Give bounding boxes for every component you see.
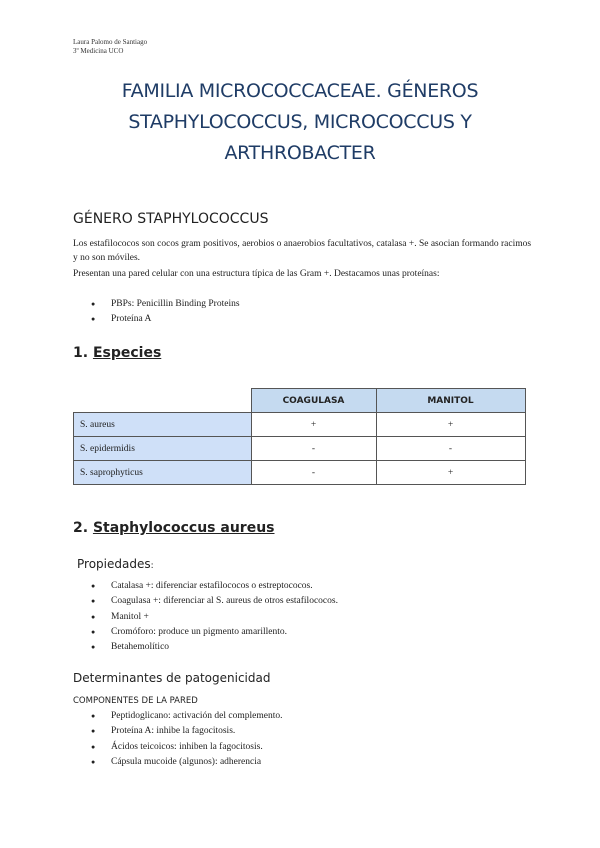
genero-paragraph-1: Los estafilococos son cocos gram positivos, aerobios o anaerobios facultativos, catalasa +. Se asocian formando racimos y no son móviles.: [73, 239, 532, 263]
manitol-value: +: [376, 461, 525, 485]
list-item: ● Ácidos teicoicos: inhiben la fagocitosis.: [73, 740, 282, 755]
table-header-row: [74, 389, 526, 413]
propiedades-label: Propiedades: [77, 557, 151, 571]
list-item: ● Peptidoglicano: activación del complemento.: [73, 709, 282, 724]
column-header-coagulasa: COAGULASA: [251, 389, 376, 413]
coagulasa-value: +: [251, 413, 376, 437]
list-item: ● Catalasa +: diferenciar estafilococos o estreptococos.: [73, 579, 338, 594]
section-aureus-heading: [73, 520, 275, 536]
row-label: S. saprophyticus: [74, 461, 252, 485]
list-item: ● Coagulasa +: diferenciar al S. aureus de otros estafilococos.: [73, 594, 338, 609]
determinantes-heading: Determinantes de patogenicidad: [73, 671, 271, 685]
list-item: ● Proteína A: [73, 312, 240, 327]
section-especies-heading: [73, 345, 161, 361]
page-header: [73, 38, 147, 56]
especies-table: [73, 388, 526, 485]
list-item: ● Cápsula mucoide (algunos): adherencia: [73, 755, 282, 770]
table-row: [74, 437, 526, 461]
row-label: S. aureus: [74, 413, 252, 437]
genero-heading: GÉNERO STAPHYLOCOCCUS: [73, 211, 269, 227]
section-number: 2.: [73, 520, 89, 536]
row-label: S. epidermidis: [74, 437, 252, 461]
genero-paragraph-2: Presentan una pared celular con una estructura típica de las Gram +. Destacamos unas proteínas:: [73, 269, 440, 279]
manitol-value: -: [376, 437, 525, 461]
propiedades-colon: :: [150, 561, 154, 571]
manitol-value: +: [376, 413, 525, 437]
propiedades-list: [73, 579, 338, 655]
document-title: FAMILIA MICROCOCCACEAE. GÉNEROS STAPHYLOCOCCUS, MICROCOCCUS Y ARTHROBACTER: [121, 80, 479, 164]
list-item: ● Cromóforo: produce un pigmento amarillento.: [73, 625, 338, 640]
componentes-heading: COMPONENTES DE LA PARED: [73, 696, 198, 706]
list-item: ● Proteína A: inhibe la fagocitosis.: [73, 724, 282, 739]
table-row: [74, 413, 526, 437]
section-title: Especies: [92, 345, 162, 361]
author-name: Laura Palomo de Santiago: [73, 38, 148, 46]
course-label: 3º Medicina UCO: [73, 47, 124, 55]
coagulasa-value: -: [251, 461, 376, 485]
list-item: ● Manitol +: [73, 610, 338, 625]
list-item: ● PBPs: Penicillin Binding Proteins: [73, 297, 240, 312]
propiedades-heading: [77, 557, 154, 571]
list-item: ● Betahemolítico: [73, 640, 338, 655]
column-header-manitol: MANITOL: [376, 389, 525, 413]
genero-bullet-list: [73, 297, 240, 328]
coagulasa-value: -: [251, 437, 376, 461]
componentes-list: [73, 709, 282, 770]
section-number: 1.: [73, 345, 89, 361]
table-corner-cell: [74, 389, 252, 413]
table-row: [74, 461, 526, 485]
section-title: Staphylococcus aureus: [92, 520, 275, 536]
